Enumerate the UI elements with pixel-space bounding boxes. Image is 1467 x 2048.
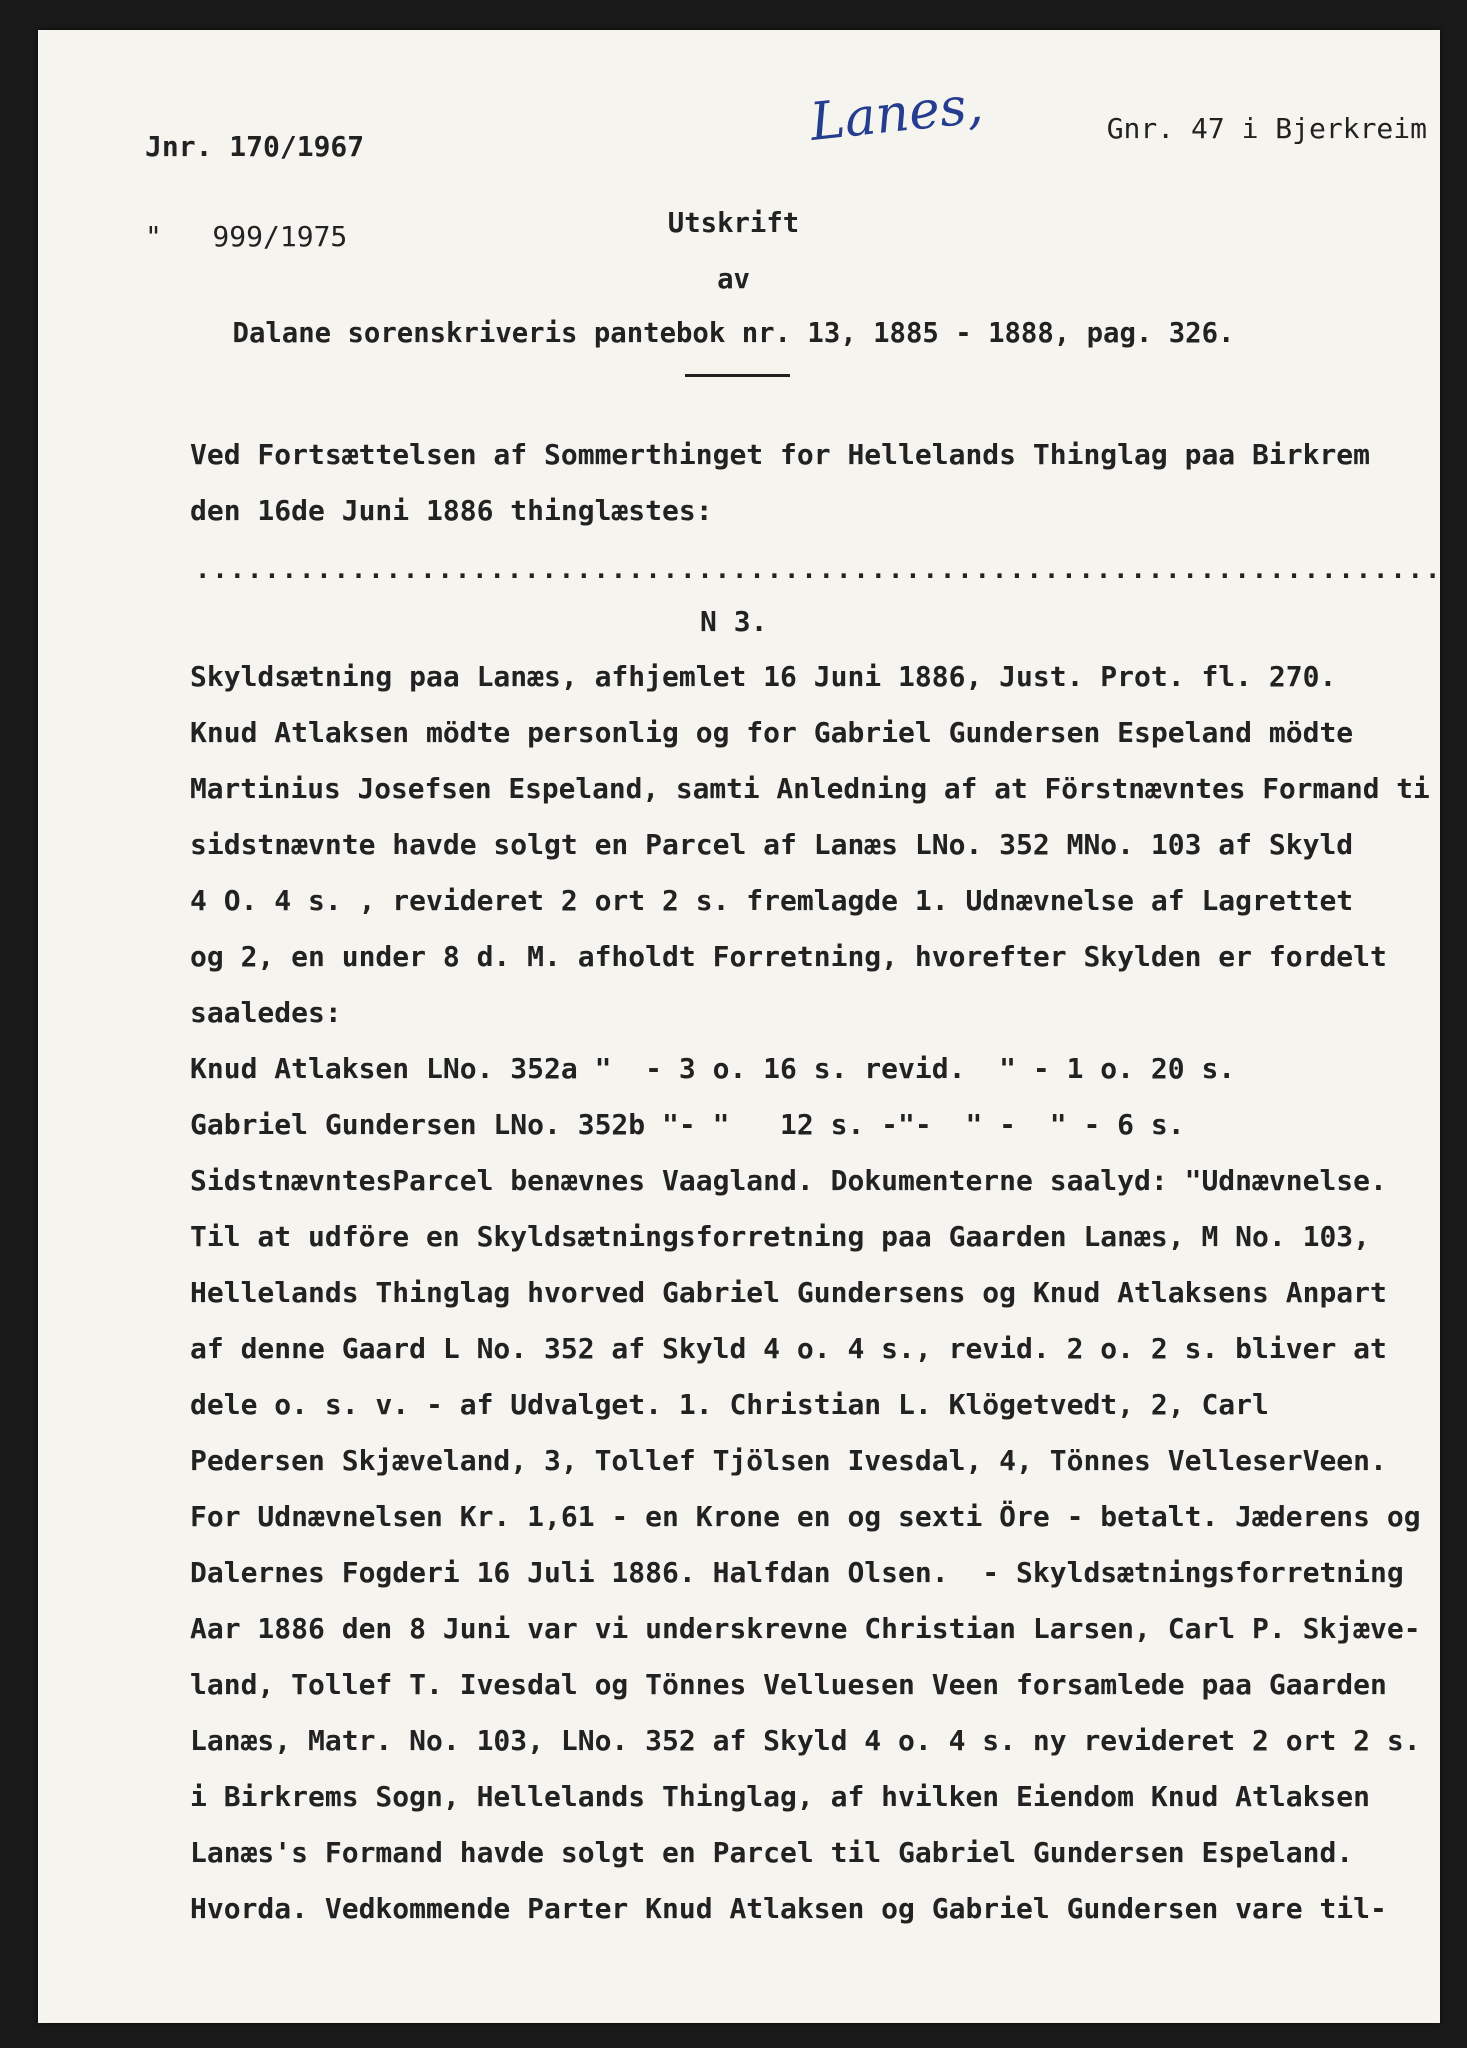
body-line: Skyldsætning paa Lanæs, afhjemlet 16 Juni 1886, Just. Prot. fl. 270. xyxy=(190,660,1337,693)
dotted-separator: ........................................................................ xyxy=(195,555,1443,585)
intro-line-2: den 16de Juni 1886 thinglæstes: xyxy=(190,494,713,527)
body-line: land, Tollef T. Ivesdal og Tönnes Velluesen Veen forsamlede paa Gaarden xyxy=(190,1668,1387,1701)
title-av: av xyxy=(717,264,750,295)
handwritten-note: Lanes, xyxy=(807,75,986,153)
section-number: N 3. xyxy=(700,605,768,638)
body-line: sidstnævnte havde solgt en Parcel af Lanæs LNo. 352 MNo. 103 af Skyld xyxy=(190,828,1354,861)
body-line: Gabriel Gundersen LNo. 352b "- " 12 s. -"- " - " - 6 s. xyxy=(190,1108,1185,1141)
title-divider xyxy=(685,374,790,377)
body-line: Til at udföre en Skyldsætningsforretning paa Gaarden Lanæs, M No. 103, xyxy=(190,1220,1371,1253)
body-line: saaledes: xyxy=(190,996,342,1029)
body-line: af denne Gaard L No. 352 af Skyld 4 o. 4 s., revid. 2 o. 2 s. bliver at xyxy=(190,1332,1387,1365)
journal-line-1: Jnr. 170/1967 xyxy=(145,130,365,163)
journal-line-2: " 999/1975 xyxy=(145,220,348,253)
body-line: Hvorda. Vedkommende Parter Knud Atlaksen og Gabriel Gundersen vare til- xyxy=(190,1892,1387,1925)
title-utskrift: Utskrift xyxy=(667,208,800,239)
gnr-reference: Gnr. 47 i Bjerkreim xyxy=(1106,112,1427,145)
body-line: Knud Atlaksen LNo. 352a " - 3 o. 16 s. revid. " - 1 o. 20 s. xyxy=(190,1052,1236,1085)
body-line: i Birkrems Sogn, Hellelands Thinglag, af hvilken Eiendom Knud Atlaksen xyxy=(190,1780,1371,1813)
body-line: Knud Atlaksen mödte personlig og for Gabriel Gundersen Espeland mödte xyxy=(190,716,1354,749)
body-line: Dalernes Fogderi 16 Juli 1886. Halfdan Olsen. - Skyldsætningsforretning xyxy=(190,1556,1404,1589)
body-line: dele o. s. v. - af Udvalget. 1. Christian L. Klögetvedt, 2, Carl xyxy=(190,1388,1269,1421)
body-line: Lanæs, Matr. No. 103, LNo. 352 af Skyld 4 o. 4 s. ny revideret 2 ort 2 s. xyxy=(190,1724,1421,1757)
journal-numbers xyxy=(145,72,364,282)
body-line: SidstnævntesParcel benævnes Vaagland. Dokumenterne saalyd: "Udnævnelse. xyxy=(190,1164,1387,1197)
intro-line-1: Ved Fortsættelsen af Sommerthinget for Hellelands Thinglag paa Birkrem xyxy=(190,438,1371,471)
body-line: Martinius Josefsen Espeland, samti Anledning af at Förstnævntes Formand ti xyxy=(190,772,1430,805)
body-line: For Udnævnelsen Kr. 1,61 - en Krone en og sexti Öre - betalt. Jæderens og xyxy=(190,1500,1421,1533)
title-source: Dalane sorenskriveris pantebok nr. 13, 1885 - 1888, pag. 326. xyxy=(232,318,1235,349)
body-line: Pedersen Skjæveland, 3, Tollef Tjölsen Ivesdal, 4, Tönnes VelleserVeen. xyxy=(190,1444,1387,1477)
body-line: Lanæs's Formand havde solgt en Parcel til Gabriel Gundersen Espeland. xyxy=(190,1836,1354,1869)
body-line: 4 O. 4 s. , revideret 2 ort 2 s. fremlagde 1. Udnævnelse af Lagrettet xyxy=(190,884,1354,917)
body-line: og 2, en under 8 d. M. afholdt Forretning, hvorefter Skylden er fordelt xyxy=(190,940,1387,973)
body-line: Hellelands Thinglag hvorved Gabriel Gundersens og Knud Atlaksens Anpart xyxy=(190,1276,1387,1309)
body-line: Aar 1886 den 8 Juni var vi underskrevne Christian Larsen, Carl P. Skjæve- xyxy=(190,1612,1421,1645)
